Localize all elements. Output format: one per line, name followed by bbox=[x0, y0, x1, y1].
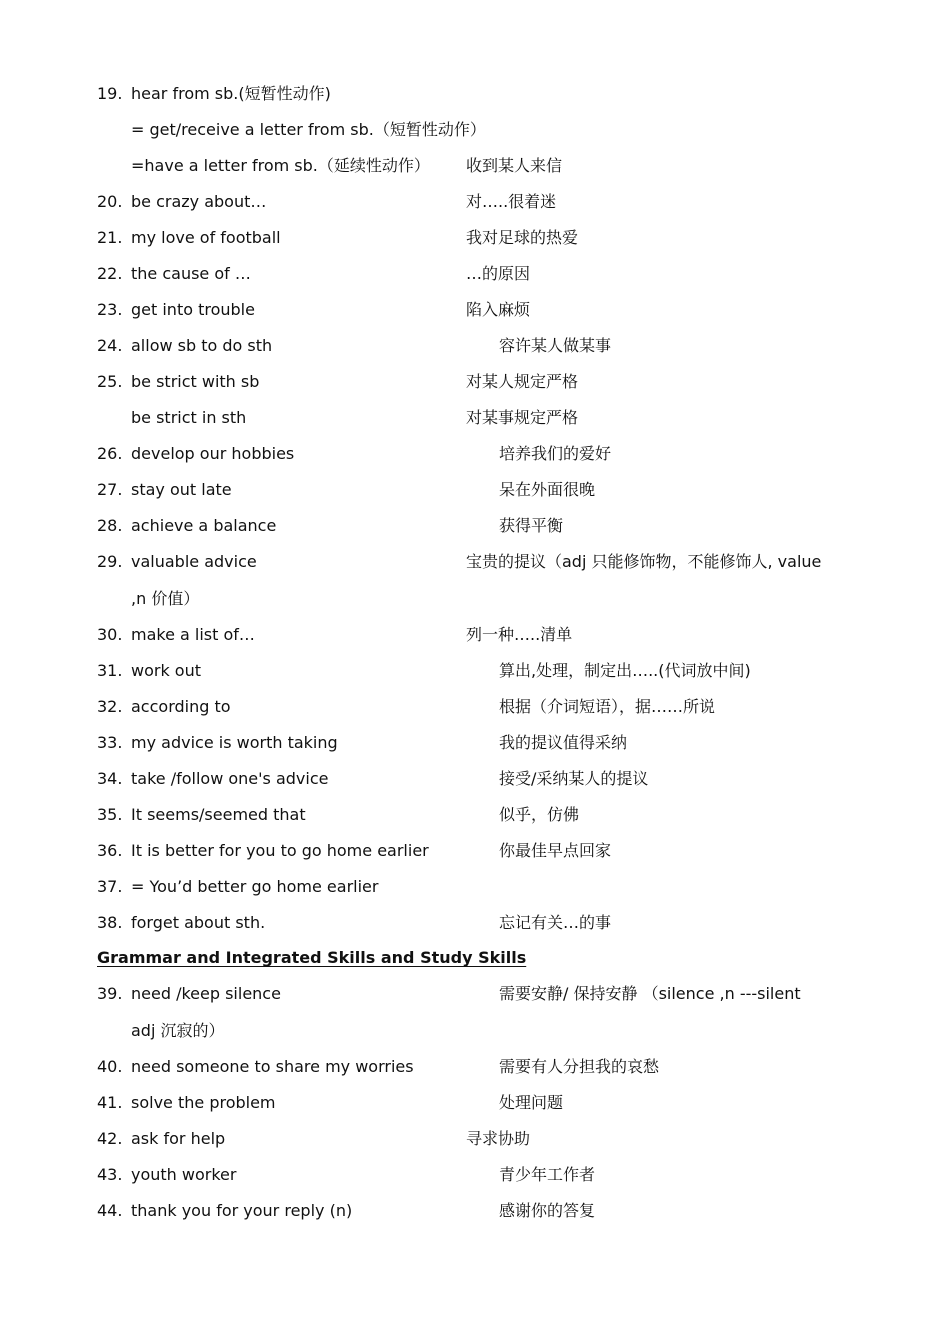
entry-translation: 对某事规定严格 bbox=[466, 408, 579, 427]
entry-28 bbox=[0, 512, 950, 540]
entry-31 bbox=[0, 657, 950, 685]
entry-19-alt-2 bbox=[0, 152, 950, 180]
entry-26 bbox=[0, 440, 950, 468]
entry-number: 37. bbox=[97, 877, 123, 896]
entry-20 bbox=[0, 188, 950, 216]
entry-number: 22. bbox=[97, 264, 123, 283]
entry-number: 40. bbox=[97, 1057, 123, 1076]
entry-phrase: according to bbox=[131, 697, 231, 716]
entry-phrase: my advice is worth taking bbox=[131, 733, 338, 752]
entry-39 bbox=[0, 980, 950, 1008]
entry-number: 41. bbox=[97, 1093, 123, 1112]
entry-translation: 列一种…..清单 bbox=[466, 625, 573, 644]
entry-translation: 似乎，仿佛 bbox=[499, 805, 580, 824]
entry-32 bbox=[0, 693, 950, 721]
entry-27 bbox=[0, 476, 950, 504]
entry-29-continued bbox=[0, 585, 950, 613]
entry-number: 32. bbox=[97, 697, 123, 716]
entry-34 bbox=[0, 765, 950, 793]
entry-21 bbox=[0, 224, 950, 252]
entry-number: 42. bbox=[97, 1129, 123, 1148]
entry-translation: 青少年工作者 bbox=[499, 1165, 596, 1184]
entry-translation: …的原因 bbox=[466, 264, 531, 283]
entry-number: 29. bbox=[97, 552, 123, 571]
entry-phrase: hear from sb.(短暂性动作) bbox=[131, 84, 331, 103]
entry-phrase: be strict in sth bbox=[131, 408, 247, 427]
entry-number: 27. bbox=[97, 480, 123, 499]
entry-phrase: = get/receive a letter from sb.（短暂性动作） bbox=[131, 120, 486, 139]
entry-translation: 陷入麻烦 bbox=[466, 300, 531, 319]
entry-number: 19. bbox=[97, 84, 123, 103]
entry-translation: 获得平衡 bbox=[499, 516, 564, 535]
entry-phrase: It is better for you to go home earlier bbox=[131, 841, 429, 860]
entry-phrase: solve the problem bbox=[131, 1093, 276, 1112]
entry-23 bbox=[0, 296, 950, 324]
entry-29 bbox=[0, 548, 950, 576]
entry-number: 38. bbox=[97, 913, 123, 932]
entry-translation: 接受/采纳某人的提议 bbox=[499, 769, 649, 788]
entry-number: 39. bbox=[97, 984, 123, 1003]
entry-43 bbox=[0, 1161, 950, 1189]
entry-41 bbox=[0, 1089, 950, 1117]
entry-phrase: make a list of… bbox=[131, 625, 255, 644]
entry-translation: 对…..很着迷 bbox=[466, 192, 557, 211]
entry-19-alt-1 bbox=[0, 116, 950, 144]
entry-19 bbox=[0, 80, 950, 108]
entry-translation: 你最佳早点回家 bbox=[499, 841, 612, 860]
entry-phrase: take /follow one's advice bbox=[131, 769, 329, 788]
entry-phrase: ask for help bbox=[131, 1129, 226, 1148]
entry-phrase: forget about sth. bbox=[131, 913, 266, 932]
entry-translation: 对某人规定严格 bbox=[466, 372, 579, 391]
entry-phrase: thank you for your reply (n) bbox=[131, 1201, 353, 1220]
entry-number: 28. bbox=[97, 516, 123, 535]
entry-phrase: allow sb to do sth bbox=[131, 336, 273, 355]
entry-phrase: It seems/seemed that bbox=[131, 805, 306, 824]
entry-number: 43. bbox=[97, 1165, 123, 1184]
entry-40 bbox=[0, 1053, 950, 1081]
entry-phrase: be strict with sb bbox=[131, 372, 260, 391]
entry-translation: 我对足球的热爱 bbox=[466, 228, 579, 247]
entry-phrase: my love of football bbox=[131, 228, 281, 247]
entry-44 bbox=[0, 1197, 950, 1225]
entry-number: 44. bbox=[97, 1201, 123, 1220]
entry-translation: 算出,处理，制定出…..(代词放中间) bbox=[499, 661, 751, 680]
entry-number: 21. bbox=[97, 228, 123, 247]
entry-translation: 处理问题 bbox=[499, 1093, 564, 1112]
entry-phrase: need someone to share my worries bbox=[131, 1057, 414, 1076]
entry-phrase: adj 沉寂的） bbox=[131, 1021, 225, 1040]
entry-number: 26. bbox=[97, 444, 123, 463]
entry-phrase: achieve a balance bbox=[131, 516, 277, 535]
entry-phrase: work out bbox=[131, 661, 202, 680]
entry-number: 23. bbox=[97, 300, 123, 319]
entry-translation: 需要有人分担我的哀愁 bbox=[499, 1057, 660, 1076]
entry-phrase: the cause of … bbox=[131, 264, 251, 283]
entry-number: 31. bbox=[97, 661, 123, 680]
entry-number: 33. bbox=[97, 733, 123, 752]
entry-39-continued bbox=[0, 1017, 950, 1045]
entry-25-alt bbox=[0, 404, 950, 432]
entry-translation: 容许某人做某事 bbox=[499, 336, 612, 355]
entry-number: 24. bbox=[97, 336, 123, 355]
entry-number: 30. bbox=[97, 625, 123, 644]
entry-33 bbox=[0, 729, 950, 757]
entry-number: 25. bbox=[97, 372, 123, 391]
entry-42 bbox=[0, 1125, 950, 1153]
entry-phrase: valuable advice bbox=[131, 552, 257, 571]
entry-translation: 需要安静/ 保持安静 （silence ,n ---silent bbox=[499, 984, 801, 1003]
section-heading-row bbox=[0, 944, 950, 972]
section-heading: Grammar and Integrated Skills and Study Skills bbox=[97, 948, 527, 967]
entry-phrase: =have a letter from sb.（延续性动作） bbox=[131, 156, 430, 175]
entry-translation: 培养我们的爱好 bbox=[499, 444, 612, 463]
entry-22 bbox=[0, 260, 950, 288]
entry-25 bbox=[0, 368, 950, 396]
entry-phrase: get into trouble bbox=[131, 300, 255, 319]
entry-phrase: be crazy about… bbox=[131, 192, 267, 211]
entry-translation: 呆在外面很晚 bbox=[499, 480, 596, 499]
entry-phrase: develop our hobbies bbox=[131, 444, 295, 463]
entry-translation: 寻求协助 bbox=[466, 1129, 531, 1148]
entry-phrase: = You’d better go home earlier bbox=[131, 877, 379, 896]
entry-37 bbox=[0, 873, 950, 901]
entry-translation: 根据（介词短语），据……所说 bbox=[499, 697, 716, 716]
entry-38 bbox=[0, 909, 950, 937]
entry-35 bbox=[0, 801, 950, 829]
entry-30 bbox=[0, 621, 950, 649]
entry-translation: 感谢你的答复 bbox=[499, 1201, 596, 1220]
entry-phrase: need /keep silence bbox=[131, 984, 281, 1003]
entry-translation: 忘记有关…的事 bbox=[499, 913, 612, 932]
entry-translation: 宝贵的提议（adj 只能修饰物，不能修饰人, value bbox=[466, 552, 822, 571]
entry-translation: 我的提议值得采纳 bbox=[499, 733, 628, 752]
entry-number: 36. bbox=[97, 841, 123, 860]
entry-number: 20. bbox=[97, 192, 123, 211]
entry-phrase: youth worker bbox=[131, 1165, 237, 1184]
entry-phrase: ,n 价值） bbox=[131, 589, 200, 608]
entry-24 bbox=[0, 332, 950, 360]
entry-number: 35. bbox=[97, 805, 123, 824]
entry-phrase: stay out late bbox=[131, 480, 232, 499]
entry-36 bbox=[0, 837, 950, 865]
entry-translation: 收到某人来信 bbox=[466, 156, 563, 175]
entry-number: 34. bbox=[97, 769, 123, 788]
